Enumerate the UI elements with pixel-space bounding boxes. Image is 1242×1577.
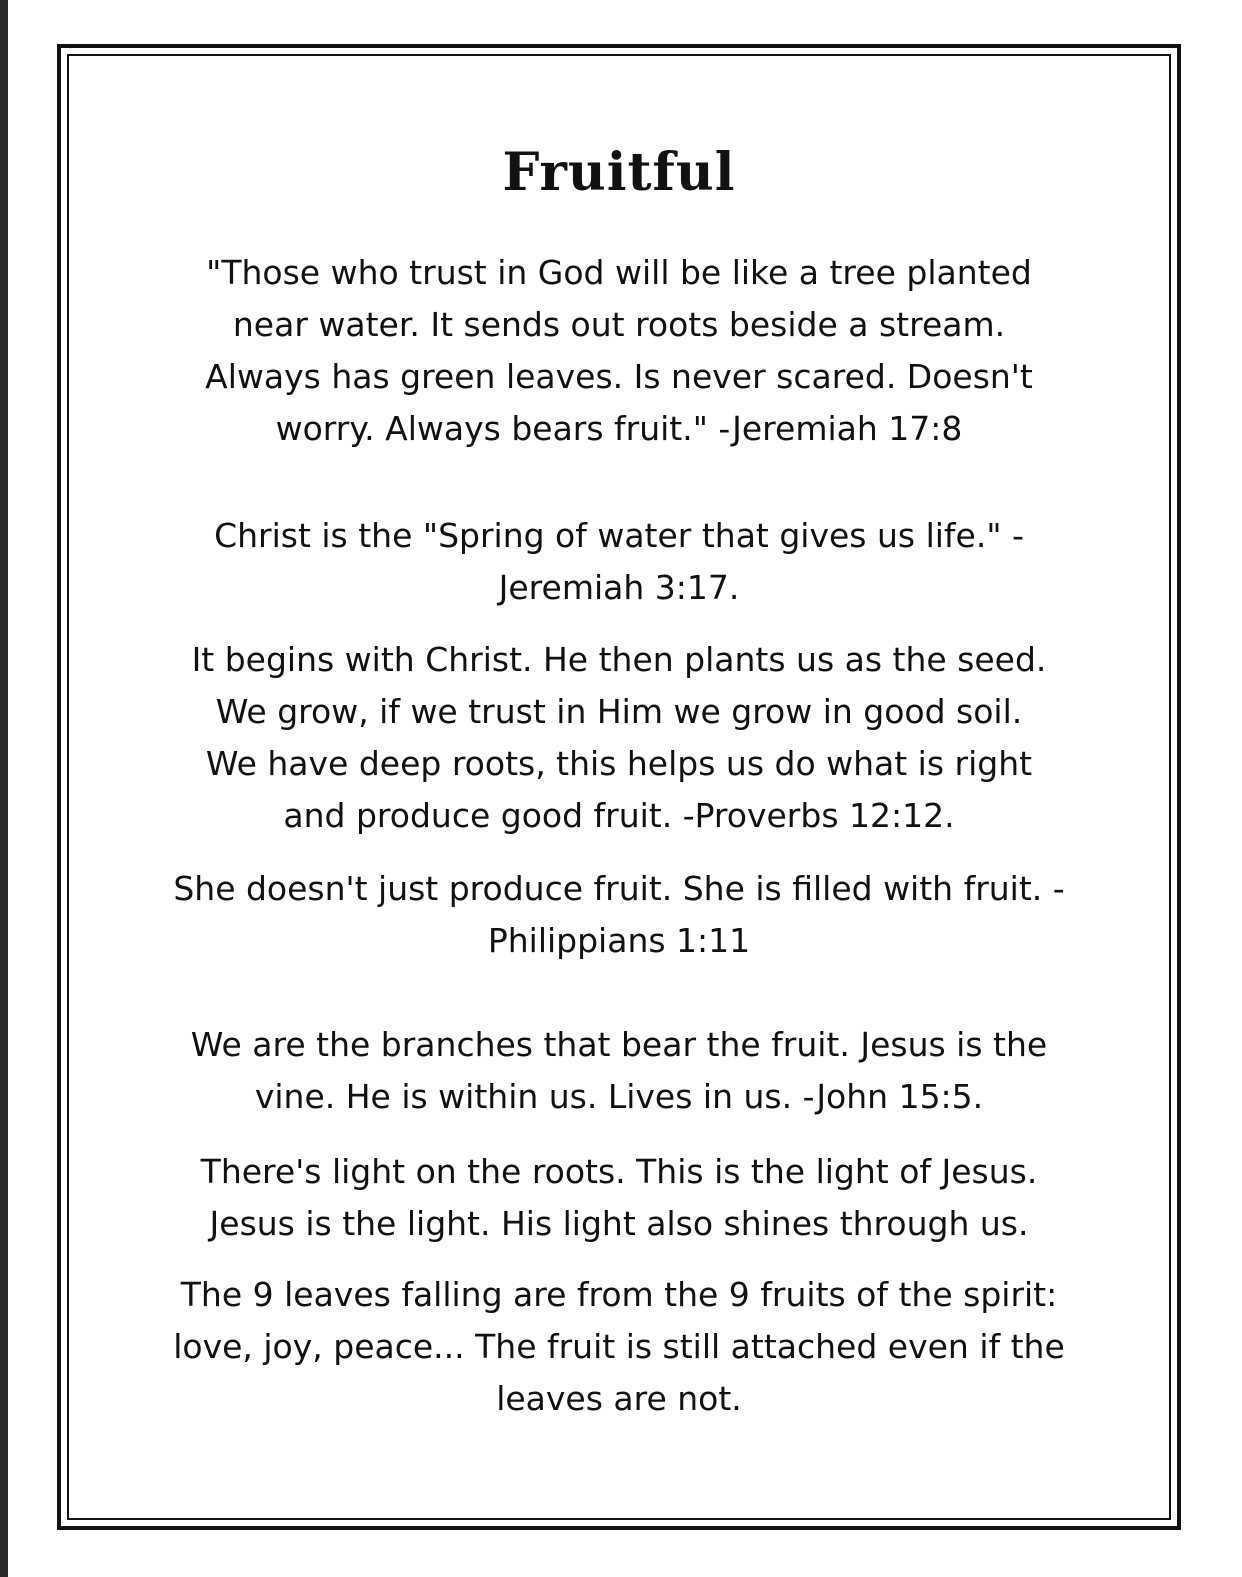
text-line: near water. It sends out roots beside a stream. [232,305,1006,344]
text-line: The 9 leaves falling are from the 9 fruits of the spirit: [180,1275,1058,1314]
paragraph-fruits-of-spirit [146,1269,1092,1425]
paragraph-philippians-1-11 [146,863,1092,967]
paragraph-proverbs-12-12 [146,634,1092,842]
text-line: It begins with Christ. He then plants us as the seed. [191,640,1047,679]
text-line: We are the branches that bear the fruit. Jesus is the [190,1025,1048,1064]
text-line: There's light on the roots. This is the light of Jesus. [200,1152,1038,1191]
text-line: Always has green leaves. Is never scared. Doesn't [205,357,1033,396]
text-line: Jesus is the light. His light also shines through us. [209,1204,1029,1243]
paragraph-john-15-5 [146,1019,1092,1123]
text-line: Philippians 1:11 [487,921,751,960]
text-line: love, joy, peace... The fruit is still attached even if the [173,1327,1065,1366]
page-border-outer [57,44,1181,1530]
text-line: She doesn't just produce fruit. She is filled with fruit. - [173,869,1065,908]
page-edge-shadow [0,0,8,1577]
text-line: worry. Always bears fruit." -Jeremiah 17:8 [275,409,963,448]
document-title: Fruitful [502,142,736,203]
text-line: Christ is the "Spring of water that gives us life." - [214,516,1024,555]
text-line: We grow, if we trust in Him we grow in good soil. [215,692,1023,731]
text-line: We have deep roots, this helps us do what is right [205,744,1033,783]
text-line: leaves are not. [496,1379,742,1418]
paragraph-jeremiah-3-17 [146,510,1092,614]
paragraph-light-of-jesus [146,1146,1092,1250]
text-line: "Those who trust in God will be like a tree planted [206,253,1032,292]
paragraph-jeremiah-17-8 [146,247,1092,455]
text-line: and produce good fruit. -Proverbs 12:12. [283,796,955,835]
text-line: Jeremiah 3:17. [498,568,740,607]
text-line: vine. He is within us. Lives in us. -John 15:5. [254,1077,984,1116]
